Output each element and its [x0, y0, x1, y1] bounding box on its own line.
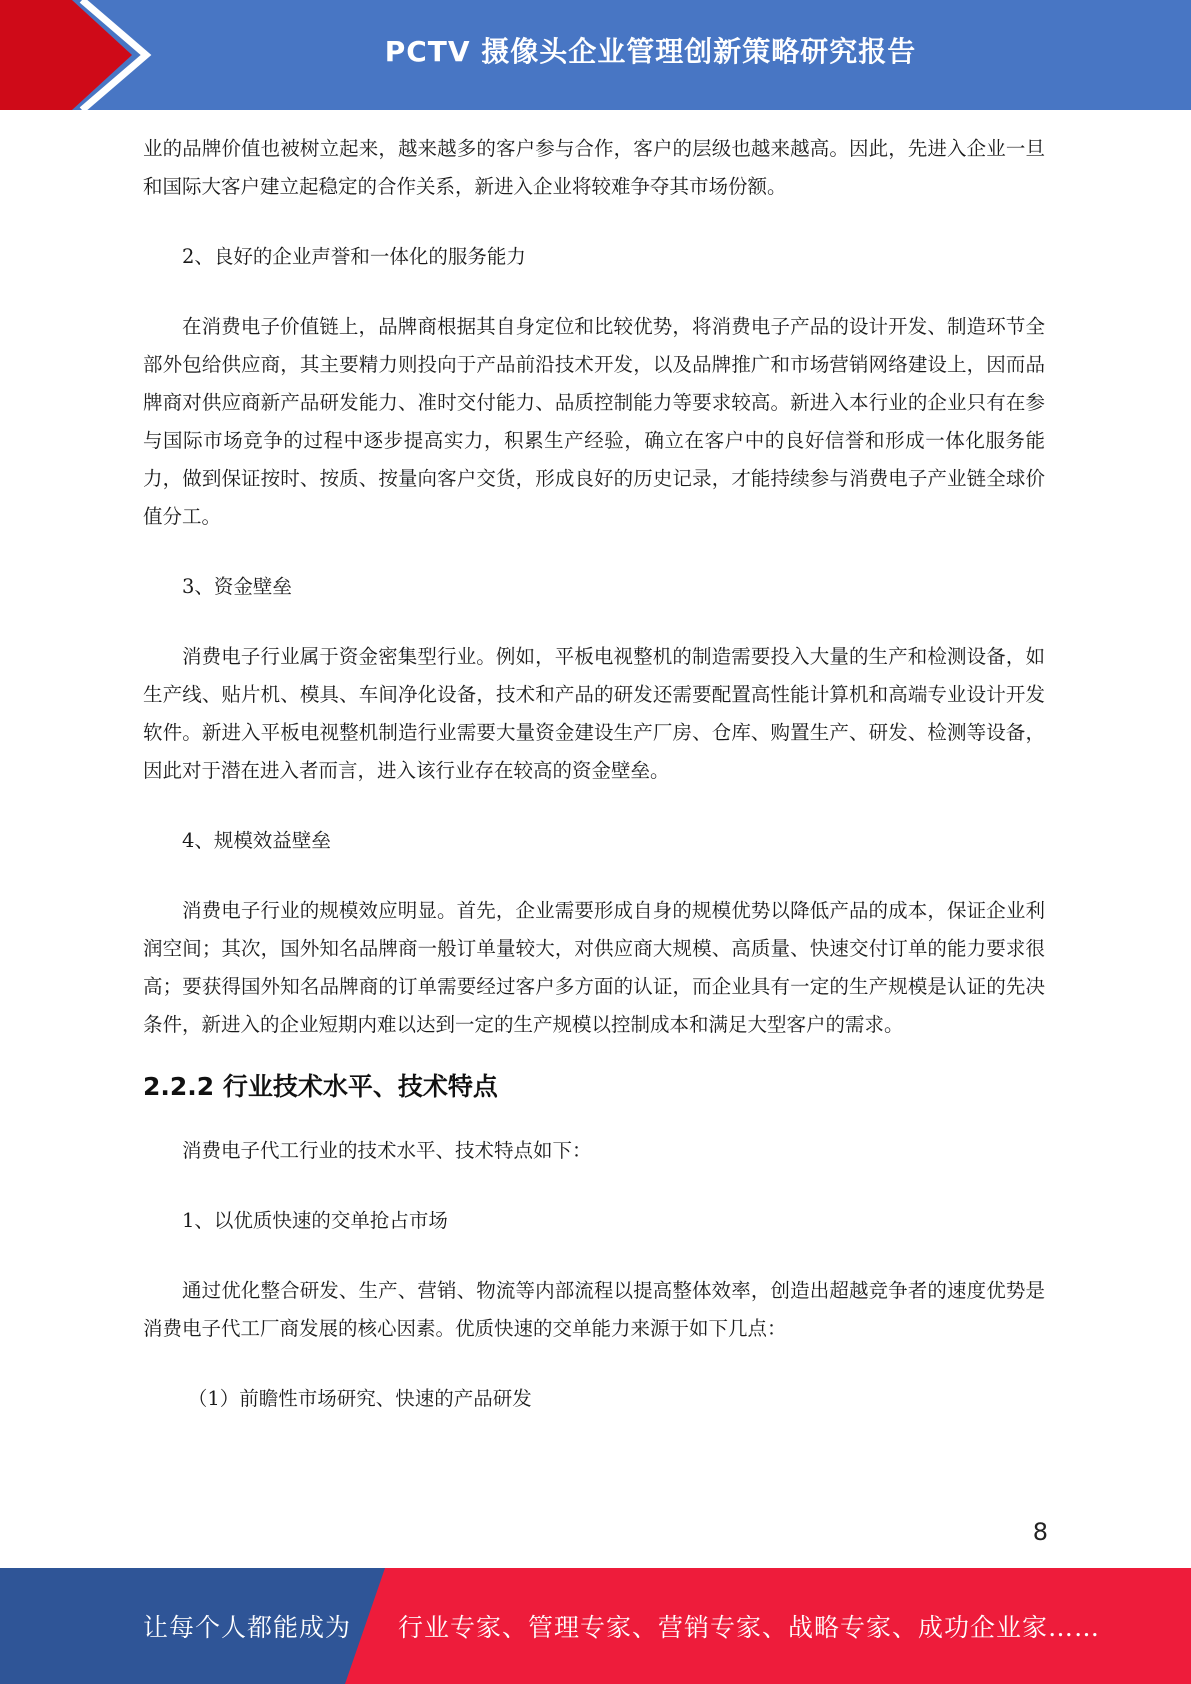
footer-slogan-left: 让每个人都能成为: [143, 1613, 352, 1642]
paragraph-capital-intensive: 消费电子行业属于资金密集型行业。例如，平板电视整机的制造需要投入大量的生产和检测设备，如生产线、贴片机、模具、车间净化设备，技术和产品的研发还需要配置高性能计算机和高端专业设计开发软件。新进入平板电视整机制造行业需要大量资金建设生产厂房、仓库、购置生产、研发、检测等设备，因此对于潜在进入者而言，进入该行业存在较高的资金壁垒。: [143, 645, 1045, 782]
page-header: [0, 0, 1191, 110]
paragraph-tech-intro: 消费电子代工行业的技术水平、技术特点如下：: [182, 1139, 592, 1162]
sub-item-market-research: （1）前瞻性市场研究、快速的产品研发: [187, 1387, 532, 1410]
list-item-fast-delivery: 1、以优质快速的交单抢占市场: [182, 1209, 448, 1232]
list-item-reputation: 2、良好的企业声誉和一体化的服务能力: [182, 245, 526, 268]
footer-slogan-right: 行业专家、管理专家、营销专家、战略专家、成功企业家……: [398, 1613, 1101, 1642]
section-heading: 2.2.2 行业技术水平、技术特点: [143, 1072, 498, 1101]
page-number: 8: [1032, 1518, 1048, 1546]
chevron-red-shape: [0, 0, 132, 110]
paragraph-process-optimization: 通过优化整合研发、生产、营销、物流等内部流程以提高整体效率，创造出超越竞争者的速度优势是消费电子代工厂商发展的核心因素。优质快速的交单能力来源于如下几点：: [143, 1279, 1045, 1340]
header-chevron-decoration: [0, 0, 160, 110]
paragraph-value-chain: 在消费电子价值链上，品牌商根据其自身定位和比较优势，将消费电子产品的设计开发、制造环节全部外包给供应商，其主要精力则投向于产品前沿技术开发，以及品牌推广和市场营销网络建设上，因而品牌商对供应商新产品研发能力、准时交付能力、品质控制能力等要求较高。新进入本行业的企业只有在参与国际市场竞争的过程中逐步提高实力，积累生产经验，确立在客户中的良好信誉和形成一体化服务能力，做到保证按时、按质、按量向客户交货，形成良好的历史记录，才能持续参与消费电子产业链全球价值分工。: [143, 315, 1045, 528]
paragraph-brand-value: 业的品牌价值也被树立起来，越来越多的客户参与合作，客户的层级也越来越高。因此，先进入企业一旦和国际大客户建立起稳定的合作关系，新进入企业将较难争夺其市场份额。: [143, 137, 1045, 198]
page-footer: [0, 1568, 1191, 1684]
report-title: PCTV 摄像头企业管理创新策略研究报告: [384, 35, 917, 68]
document-body: [143, 130, 1045, 1418]
list-item-capital-barrier: 3、资金壁垒: [182, 575, 292, 598]
paragraph-scale-effect: 消费电子行业的规模效应明显。首先，企业需要形成自身的规模优势以降低产品的成本，保证企业利润空间；其次，国外知名品牌商一般订单量较大，对供应商大规模、高质量、快速交付订单的能力要求很高；要获得国外知名品牌商的订单需要经过客户多方面的认证，而企业具有一定的生产规模是认证的先决条件，新进入的企业短期内难以达到一定的生产规模以控制成本和满足大型客户的需求。: [143, 899, 1045, 1036]
list-item-scale-barrier: 4、规模效益壁垒: [182, 829, 331, 852]
